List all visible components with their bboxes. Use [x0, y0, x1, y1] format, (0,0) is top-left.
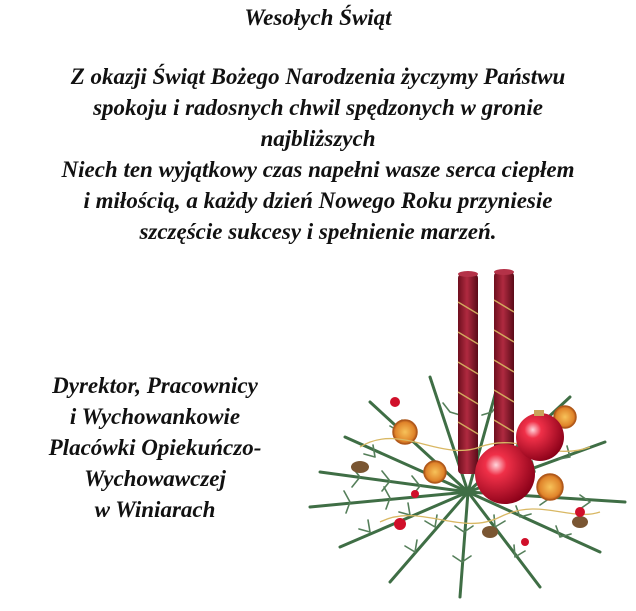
signature-line: i Wychowankowie [69, 404, 241, 429]
signature-line: w Winiarach [94, 497, 216, 522]
card-title: Wesołych Świąt [244, 5, 392, 30]
signature [20, 370, 290, 525]
greeting-line: spokoju i radosnych chwil spędzonych w gronie [93, 95, 543, 120]
greeting-line: Niech ten wyjątkowy czas napełni wasze serca ciepłem [61, 157, 575, 182]
signature-line: Placówki Opiekuńczo- [48, 435, 262, 460]
greeting-message [0, 61, 636, 247]
greeting-line: i miłością, a każdy dzień Nowego Roku przyniesie [83, 188, 553, 213]
signature-line: Dyrektor, Pracownicy [52, 373, 258, 398]
signature-line: Wychowawczej [84, 466, 226, 491]
greeting-line: szczęście sukcesy i spełnienie marzeń. [139, 219, 497, 244]
greeting-line: Z okazji Świąt Bożego Narodzenia życzymy Państwu [70, 64, 566, 89]
greeting-line: najbliższych [260, 126, 376, 151]
christmas-candle-arrangement-icon [300, 262, 636, 606]
